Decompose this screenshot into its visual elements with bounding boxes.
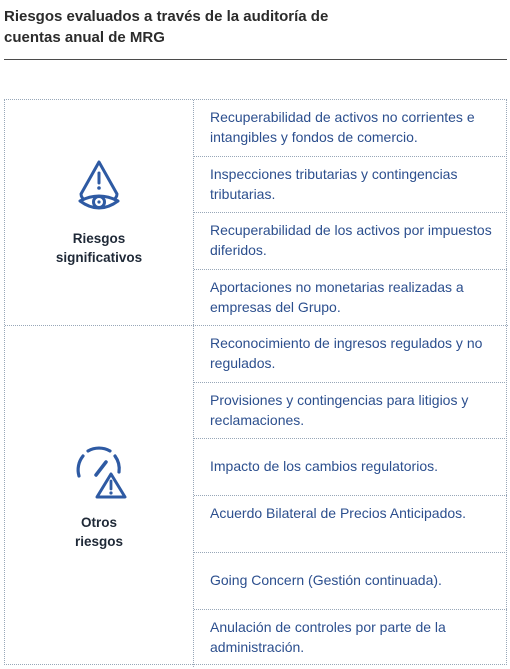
risk-item: Inspecciones tributarias y contingencias tributarias. (194, 157, 507, 213)
risk-table (4, 99, 507, 665)
risk-item: Anulación de controles por parte de la administración. (210, 619, 446, 655)
page-title: Riesgos evaluados a través de la auditoría de cuentas anual de MRG (4, 8, 329, 46)
section-label: Otros riesgos (74, 515, 124, 549)
risk-item: Going Concern (Gestión continuada). (194, 553, 507, 610)
section-other-risks (5, 325, 508, 667)
risk-item: Impacto de los cambios regulatorios. (194, 439, 507, 496)
section-label: Riesgos significativos (55, 231, 143, 265)
section-items (194, 326, 507, 667)
risk-item: Reconocimiento de ingresos regulados y no regulados. (194, 326, 507, 383)
risk-item: Provisiones y contingencias para litigios y reclamaciones. (194, 383, 507, 439)
warning-eye-icon (75, 158, 123, 221)
title-divider (4, 59, 507, 60)
section-header (5, 100, 194, 325)
section-header (5, 326, 194, 667)
section-significant-risks (5, 100, 508, 325)
gauge-warning-icon (69, 442, 129, 505)
risk-item: Recuperabilidad de los activos por impuestos diferidos. (194, 213, 507, 270)
risk-item: Acuerdo Bilateral de Precios Anticipados. (194, 496, 507, 553)
section-items (194, 100, 507, 325)
risk-item: Recuperabilidad de activos no corrientes e intangibles y fondos de comercio. (194, 100, 507, 157)
risk-item: Aportaciones no monetarias realizadas a empresas del Grupo. (210, 279, 464, 315)
